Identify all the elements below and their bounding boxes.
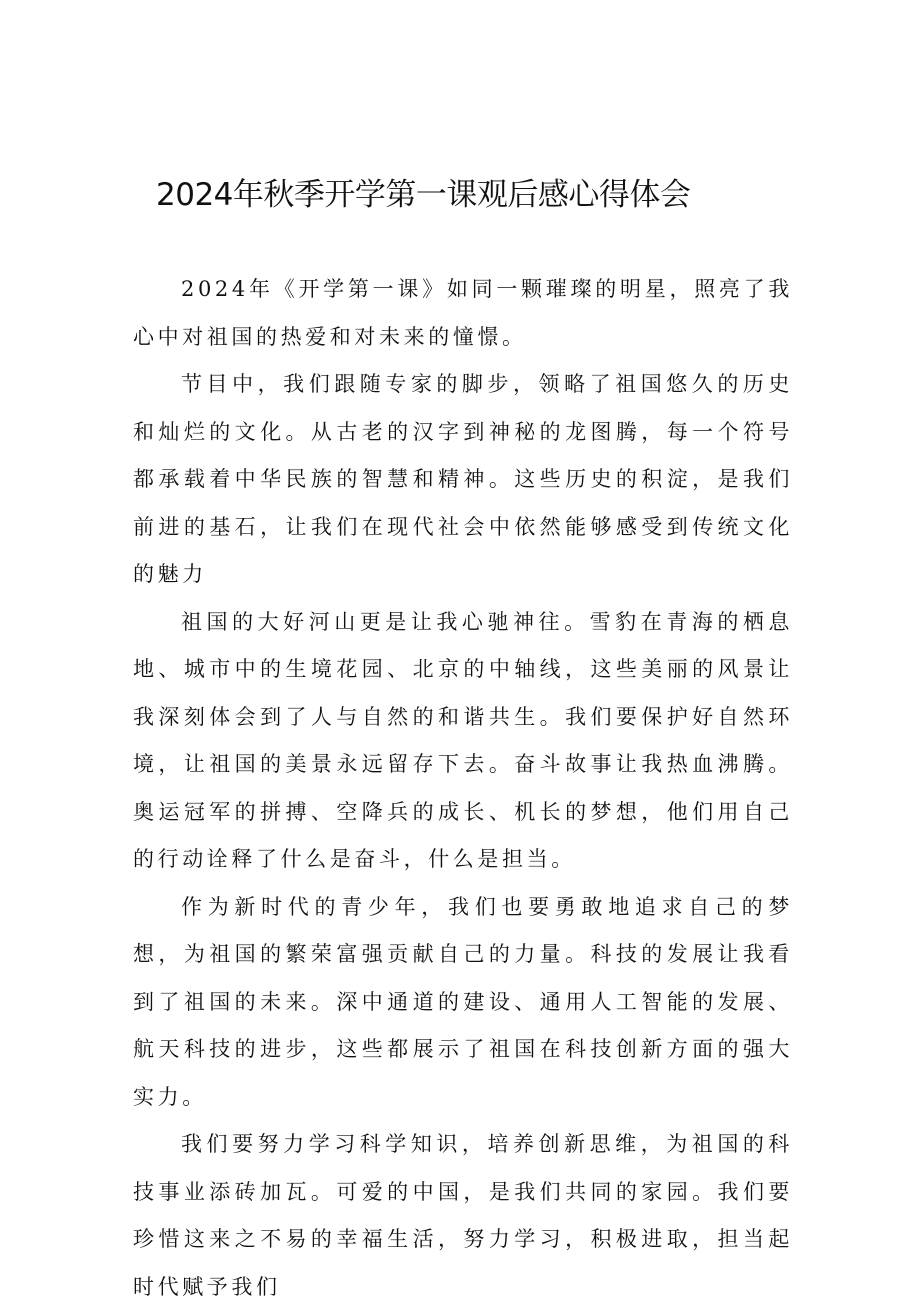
paragraph-4: 作为新时代的青少年，我们也要勇敢地追求自己的梦想，为祖国的繁荣富强贡献自己的力量。科技的发展让我看到了祖国的未来。深中通道的建设、通用人工智能的发展、航天科技的进步，这些都展示了祖国在科技创新方面的强大实力。 (133, 894, 793, 1109)
paragraph-2: 节目中，我们跟随专家的脚步，领略了祖国悠久的历史和灿烂的文化。从古老的汉字到神秘的龙图腾，每一个符号都承载着中华民族的智慧和精神。这些历史的积淀，是我们前进的基石，让我们在现代社会中依然能够感受到传统文化的魅力 (133, 372, 793, 586)
document-title: 2024年秋季开学第一课观后感心得体会 (156, 177, 691, 213)
paragraph-1: 2024年《开学第一课》如同一颗璀璨的明星，照亮了我心中对祖国的热爱和对未来的憧憬。 (133, 277, 793, 349)
paragraph-3: 祖国的大好河山更是让我心驰神往。雪豹在青海的栖息地、城市中的生境花园、北京的中轴线，这些美丽的风景让我深刻体会到了人与自然的和谐共生。我们要保护好自然环境，让祖国的美景永远留存下去。奋斗故事让我热血沸腾。奥运冠军的拼搏、空降兵的成长、机长的梦想，他们用自己的行动诠释了什么是奋斗，什么是担当。 (133, 609, 793, 871)
document-body (133, 266, 793, 1311)
paragraph-5: 我们要努力学习科学知识，培养创新思维，为祖国的科技事业添砖加瓦。可爱的中国，是我们共同的家园。我们要珍惜这来之不易的幸福生活，努力学习，积极进取，担当起时代赋予我们 (133, 1132, 793, 1299)
